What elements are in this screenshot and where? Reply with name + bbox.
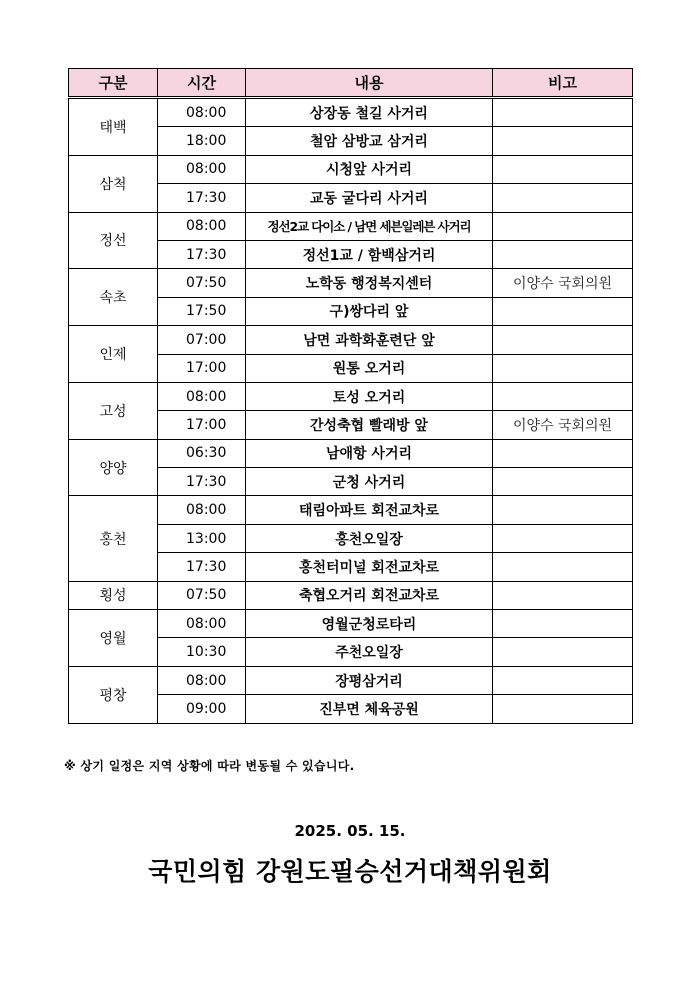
content-cell: 홍천터미널 회전교차로 xyxy=(246,553,493,581)
note-cell xyxy=(493,297,633,325)
content-cell: 주천오일장 xyxy=(246,638,493,666)
note-cell xyxy=(493,354,633,382)
region-cell: 횡성 xyxy=(69,581,158,609)
table-row xyxy=(69,666,633,694)
time-cell: 07:50 xyxy=(158,581,246,609)
schedule-table-container xyxy=(68,68,632,724)
region-cell: 속초 xyxy=(69,269,158,326)
time-cell: 18:00 xyxy=(158,127,246,155)
region-cell: 정선 xyxy=(69,212,158,269)
note-cell xyxy=(493,155,633,183)
note-cell xyxy=(493,524,633,552)
time-cell: 10:30 xyxy=(158,638,246,666)
content-cell: 시청앞 사거리 xyxy=(246,155,493,183)
table-row xyxy=(69,439,633,467)
schedule-table xyxy=(68,68,633,724)
note-cell xyxy=(493,468,633,496)
content-cell: 정선1교 / 함백삼거리 xyxy=(246,240,493,268)
footnote: ※ 상기 일정은 지역 상황에 따라 변동될 수 있습니다. xyxy=(64,759,355,773)
table-row xyxy=(69,581,633,609)
time-cell: 17:30 xyxy=(158,468,246,496)
time-cell: 08:00 xyxy=(158,666,246,694)
table-row xyxy=(69,212,633,240)
content-cell: 장평삼거리 xyxy=(246,666,493,694)
content-cell: 태림아파트 회전교차로 xyxy=(246,496,493,524)
content-cell: 영월군청로타리 xyxy=(246,610,493,638)
content-cell: 노학동 행정복지센터 xyxy=(246,269,493,297)
content-cell: 축협오거리 회전교차로 xyxy=(246,581,493,609)
header-time: 시간 xyxy=(158,69,246,98)
table-row xyxy=(69,326,633,354)
header-note: 비고 xyxy=(493,69,633,98)
table-row xyxy=(69,610,633,638)
time-cell: 17:30 xyxy=(158,184,246,212)
note-cell xyxy=(493,581,633,609)
note-cell xyxy=(493,610,633,638)
header-region: 구분 xyxy=(69,69,158,98)
table-row xyxy=(69,98,633,127)
region-cell: 인제 xyxy=(69,326,158,383)
note-cell xyxy=(493,695,633,723)
content-cell: 철암 삼방교 삼거리 xyxy=(246,127,493,155)
time-cell: 07:50 xyxy=(158,269,246,297)
content-cell: 홍천오일장 xyxy=(246,524,493,552)
table-body xyxy=(69,98,633,724)
organization-name: 국민의힘 강원도필승선거대책위원회 xyxy=(148,857,552,886)
note-cell xyxy=(493,212,633,240)
time-cell: 07:00 xyxy=(158,326,246,354)
table-header-row xyxy=(69,69,633,98)
content-cell: 교동 굴다리 사거리 xyxy=(246,184,493,212)
time-cell: 08:00 xyxy=(158,212,246,240)
time-cell: 17:30 xyxy=(158,553,246,581)
content-cell: 남면 과학화훈련단 앞 xyxy=(246,326,493,354)
note-cell xyxy=(493,439,633,467)
time-cell: 08:00 xyxy=(158,98,246,127)
time-cell: 08:00 xyxy=(158,155,246,183)
region-cell: 삼척 xyxy=(69,155,158,212)
time-cell: 17:00 xyxy=(158,354,246,382)
region-cell: 태백 xyxy=(69,98,158,156)
content-cell: 토성 오거리 xyxy=(246,382,493,410)
time-cell: 17:00 xyxy=(158,411,246,439)
time-cell: 08:00 xyxy=(158,382,246,410)
content-cell: 정선2교 다이소 / 남면 세븐일레븐 사거리 xyxy=(246,212,493,240)
note-cell xyxy=(493,326,633,354)
note-cell xyxy=(493,553,633,581)
table-row xyxy=(69,155,633,183)
region-cell: 고성 xyxy=(69,382,158,439)
region-cell: 홍천 xyxy=(69,496,158,581)
region-cell: 평창 xyxy=(69,666,158,723)
note-cell xyxy=(493,666,633,694)
header-content: 내용 xyxy=(246,69,493,98)
time-cell: 08:00 xyxy=(158,496,246,524)
time-cell: 17:50 xyxy=(158,297,246,325)
content-cell: 군청 사거리 xyxy=(246,468,493,496)
document-date: 2025. 05. 15. xyxy=(294,822,406,840)
table-row xyxy=(69,382,633,410)
content-cell: 진부면 체육공원 xyxy=(246,695,493,723)
note-cell xyxy=(493,638,633,666)
content-cell: 상장동 철길 사거리 xyxy=(246,98,493,127)
content-cell: 간성축협 빨래방 앞 xyxy=(246,411,493,439)
table-row xyxy=(69,269,633,297)
note-cell: 이양수 국회의원 xyxy=(493,411,633,439)
table-row xyxy=(69,496,633,524)
note-cell xyxy=(493,496,633,524)
note-cell xyxy=(493,382,633,410)
content-cell: 구)쌍다리 앞 xyxy=(246,297,493,325)
content-cell: 원통 오거리 xyxy=(246,354,493,382)
time-cell: 06:30 xyxy=(158,439,246,467)
note-cell xyxy=(493,127,633,155)
region-cell: 양양 xyxy=(69,439,158,496)
note-cell xyxy=(493,98,633,127)
note-cell xyxy=(493,184,633,212)
note-cell: 이양수 국회의원 xyxy=(493,269,633,297)
content-cell: 남애항 사거리 xyxy=(246,439,493,467)
time-cell: 17:30 xyxy=(158,240,246,268)
time-cell: 09:00 xyxy=(158,695,246,723)
note-cell xyxy=(493,240,633,268)
region-cell: 영월 xyxy=(69,610,158,667)
time-cell: 08:00 xyxy=(158,610,246,638)
time-cell: 13:00 xyxy=(158,524,246,552)
